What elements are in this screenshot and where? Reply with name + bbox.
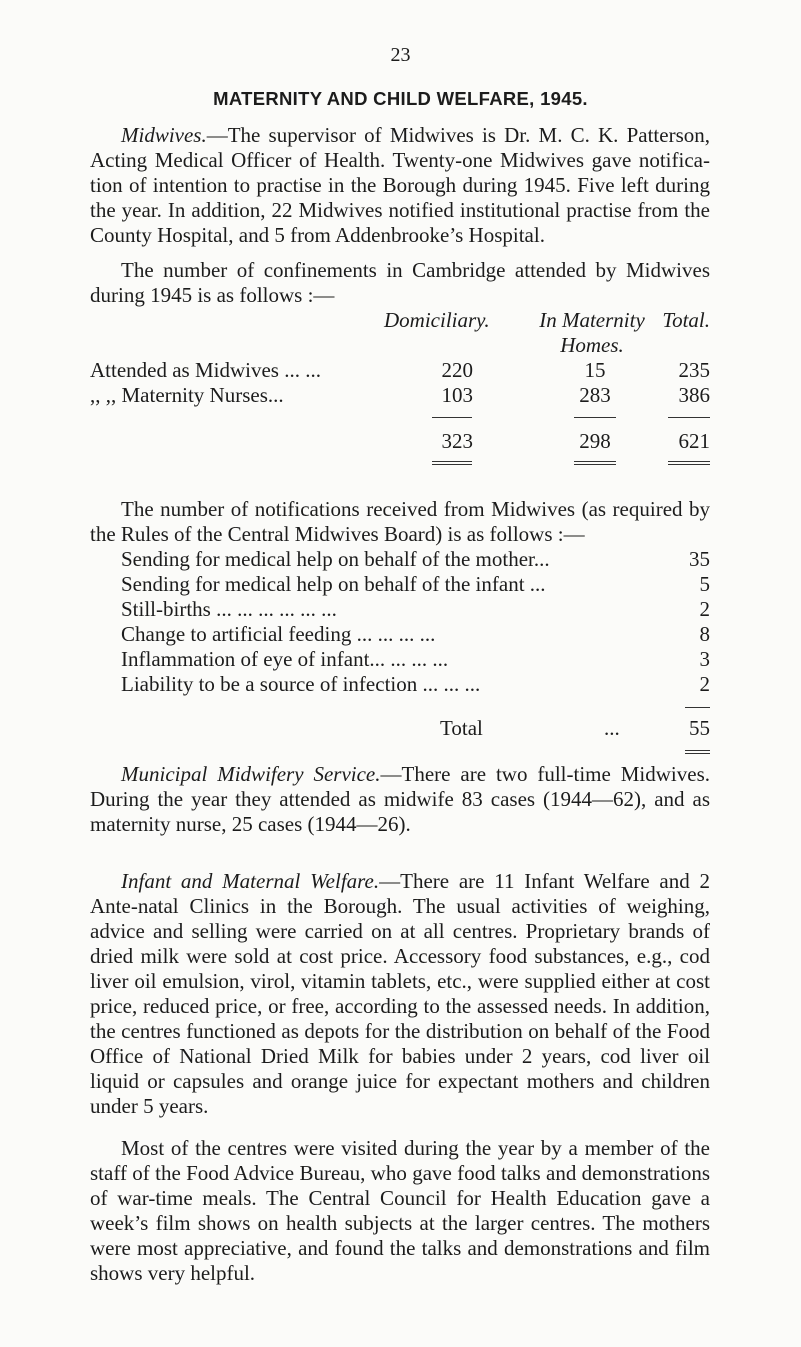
centres-paragraph: Most of the centres were visited during the year by a member of the staff of the Food Advice Bureau, who gave food talks and demonstrations of war-time meals. The Central Council for Health Education gave a week’s film shows on health subjects at the larger centres. The mothers were most appreciative, and found the talks and demonstrations and film shows very helpful.	[90, 1136, 710, 1285]
row-label: Attended as Midwives ... ...	[90, 358, 321, 382]
item-label: Still-births ... ... ... ... ... ...	[121, 597, 337, 621]
midwives-text: —The supervisor of Midwives is Dr. M. C. K. Patterson, Acting Medical Officer of Health. Twenty-one Midwives gave notification of intention to practise in the Borough during 1945. Five left during the year. In addition, 22 Midwives notified institutional practise from the County Hospital, and 5 from Addenbrooke’s Hospital.	[90, 123, 710, 247]
total-double-rule	[574, 461, 616, 465]
subtotal-rule	[432, 417, 472, 418]
item-value: 35	[689, 547, 710, 571]
confinements-intro: The number of confinements in Cambridge attended by Midwives during 1945 is as follows :—	[90, 258, 710, 307]
infant-label: Infant and Maternal Welfare.	[121, 869, 380, 893]
midwives-paragraph	[90, 123, 710, 248]
municipal-label: Municipal Midwifery Service.	[121, 762, 381, 786]
total-double-rule	[685, 750, 710, 754]
page-number: 23	[390, 44, 411, 66]
notifications-intro: The number of notifications received from Midwives (as required by the Rules of the Central Midwives Board) is as follows :—	[90, 497, 710, 546]
page-title: MATERNITY AND CHILD WELFARE, 1945.	[213, 88, 588, 109]
row-domiciliary: 220	[441, 358, 473, 382]
row-total: 386	[678, 383, 710, 407]
total-domiciliary: 323	[441, 429, 473, 453]
subtotal-rule	[574, 417, 616, 418]
total-maternity-homes: 298	[579, 429, 611, 453]
midwives-label: Midwives.	[121, 123, 207, 147]
header-maternity-homes-2: Homes.	[560, 333, 624, 357]
header-domiciliary: Domiciliary.	[384, 308, 490, 332]
item-value: 2	[699, 672, 710, 696]
row-total: 235	[678, 358, 710, 382]
item-label: Sending for medical help on behalf of the mother...	[121, 547, 550, 571]
row-maternity-homes: 283	[579, 383, 611, 407]
total-value: 55	[689, 716, 710, 740]
infant-paragraph	[90, 869, 710, 1119]
infant-text: —There are 11 Infant Welfare and 2 Ante-natal Clinics in the Borough. The usual activities of weighing, advice and selling were carried on at all centres. Proprietary brands of dried milk were sold at cost price. Accessory food substances, e.g., cod liver oil emulsion, virol, vitamin tablets, etc., were supplied either at cost price, reduced price, or free, according to the assessed needs. In addition, the centres functioned as depots for the distribution on behalf of the Food Office of National Dried Milk for babies under 2 years, cod liver oil liquid or capsules and orange juice for expectant mothers and children under 5 years.	[90, 869, 711, 1118]
row-domiciliary: 103	[441, 383, 473, 407]
total-double-rule	[432, 461, 472, 465]
total-total: 621	[678, 429, 710, 453]
subtotal-rule	[685, 707, 710, 708]
item-label: Change to artificial feeding ... ... ... ...	[121, 622, 436, 646]
item-label: Sending for medical help on behalf of the infant ...	[121, 572, 546, 596]
item-label: Inflammation of eye of infant... ... ... ...	[121, 647, 449, 671]
item-value: 2	[699, 597, 710, 621]
item-value: 8	[699, 622, 710, 646]
total-double-rule	[668, 461, 710, 465]
municipal-paragraph	[90, 762, 710, 837]
row-maternity-homes: 15	[584, 358, 606, 382]
item-label: Liability to be a source of infection ... ... ...	[121, 672, 481, 696]
header-total: Total.	[662, 308, 710, 332]
municipal-text: —There are two full-time Midwives. During the year they attended as midwife 83 cases (1944—62), and as maternity nurse, 25 cases (1944—26).	[90, 762, 710, 836]
row-label: ,, ,, Maternity Nurses...	[90, 383, 284, 407]
item-value: 3	[699, 647, 710, 671]
total-dots: ...	[604, 716, 620, 740]
header-maternity-homes: In Maternity	[539, 308, 645, 332]
item-value: 5	[699, 572, 710, 596]
total-label: Total	[440, 716, 483, 740]
subtotal-rule	[668, 417, 710, 418]
